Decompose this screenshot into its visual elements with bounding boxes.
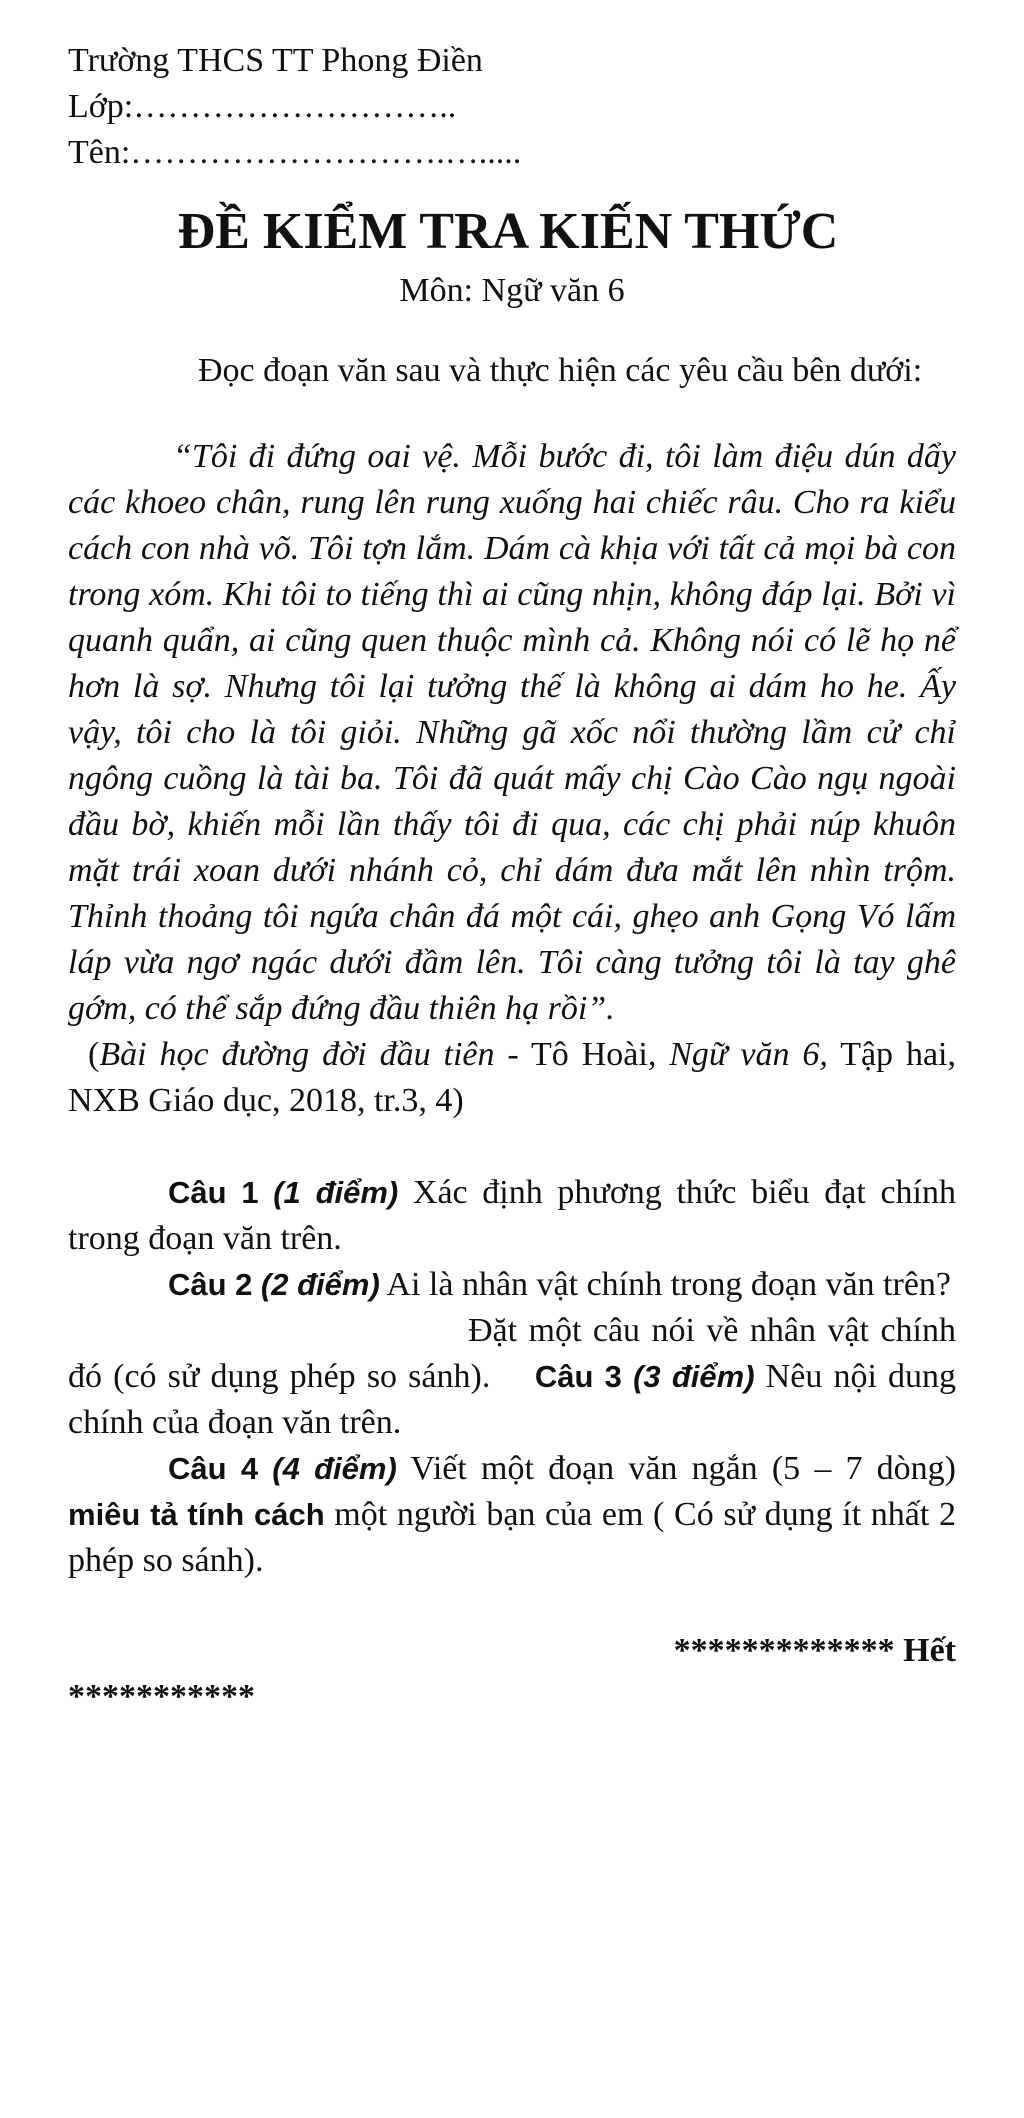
question-2 — [68, 1262, 956, 1308]
question-points: (2 điểm) — [260, 1267, 380, 1302]
question-text-b: Đặt một câu nói về nhân vật chính đó (có sử dụng phép so sánh). — [68, 1312, 956, 1395]
question-label: Câu 4 — [168, 1451, 259, 1486]
source-work: Bài học đường đời đầu tiên — [99, 1036, 495, 1073]
source-open: ( — [88, 1036, 100, 1073]
name-line: Tên:……………………….…..... — [68, 134, 522, 171]
exam-subject: Môn: Ngữ văn 6 — [399, 272, 625, 309]
question-2-continued — [68, 1308, 956, 1446]
source-rest: Tập hai, NXB Giáo dục, 2018, tr.3, 4) — [68, 1036, 957, 1119]
question-points: (4 điểm) — [272, 1451, 397, 1486]
question-text: Xác định phương thức biểu đạt chính trong đoạn văn trên. — [68, 1174, 956, 1257]
question-text: Viết một đoạn văn ngắn (5 – 7 dòng) — [396, 1450, 956, 1487]
passage: “Tôi đi đứng oai vệ. Mỗi bước đi, tôi làm điệu dún dẩy các khoeo chân, rung lên rung xuống hai chiếc râu. Cho ra kiểu cách con nhà võ. Tôi tợn lắm. Dám cà khịa với tất cả mọi bà con trong xóm. Khi tôi to tiếng thì ai cũng nhịn, không đáp lại. Bởi vì quanh quẩn, ai cũng quen thuộc mình cả. Không nói có lẽ họ nể hơn là sợ. Nhưng tôi lại tưởng thế là không ai dám ho he. Ấy vậy, tôi cho là tôi giỏi. Những gã xốc nổi thường lầm cử chỉ ngông cuồng là tài ba. Tôi đã quát mấy chị Cào Cào ngụ ngoài đầu bờ, khiến mỗi lần thấy tôi đi qua, các chị phải núp khuôn mặt trái xoan dưới nhánh cỏ, chỉ dám đưa mắt lên nhìn trộm. Thỉnh thoảng tôi ngứa chân đá một cái, ghẹo anh Gọng Vó lấm láp vừa ngơ ngác dưới đầm lên. Tôi càng tưởng tôi là tay ghê gớm, có thể sắp đứng đầu thiên hạ rồi”. — [68, 438, 956, 1027]
source-author: - Tô Hoài — [494, 1036, 648, 1073]
end-marker: ************* Hết — [673, 1632, 956, 1669]
question-text: Ai là nhân vật chính trong đoạn văn trên? — [379, 1266, 952, 1303]
class-line: Lớp:……………………….. — [68, 88, 457, 125]
question-label: Câu 2 — [168, 1267, 253, 1302]
source-book: Ngữ văn 6, — [669, 1036, 828, 1073]
passage-source — [68, 1032, 956, 1124]
exam-title: ĐỀ KIỂM TRA KIẾN THỨC — [177, 203, 839, 260]
end-marker-tail: *********** — [68, 1678, 255, 1715]
school-name: Trường THCS TT Phong Điền — [68, 42, 483, 79]
instruction: Đọc đoạn văn sau và thực hiện các yêu cầu bên dưới: — [198, 352, 923, 389]
question-text-post: một người bạn của em ( Có sử dụng ít nhất 2 phép so sánh). — [68, 1496, 956, 1579]
question-emphasis: miêu tả tính cách — [68, 1497, 325, 1532]
question-points: (3 điểm) — [633, 1359, 755, 1394]
source-comma: , — [647, 1036, 670, 1073]
exam-page — [68, 38, 956, 1720]
question-label: Câu 1 — [168, 1175, 259, 1210]
question-text: Nêu nội dung chính của đoạn văn trên. — [68, 1358, 957, 1441]
question-1 — [68, 1170, 956, 1262]
question-label: Câu 3 — [534, 1359, 622, 1394]
question-points: (1 điểm) — [273, 1175, 399, 1210]
question-4 — [68, 1446, 956, 1584]
